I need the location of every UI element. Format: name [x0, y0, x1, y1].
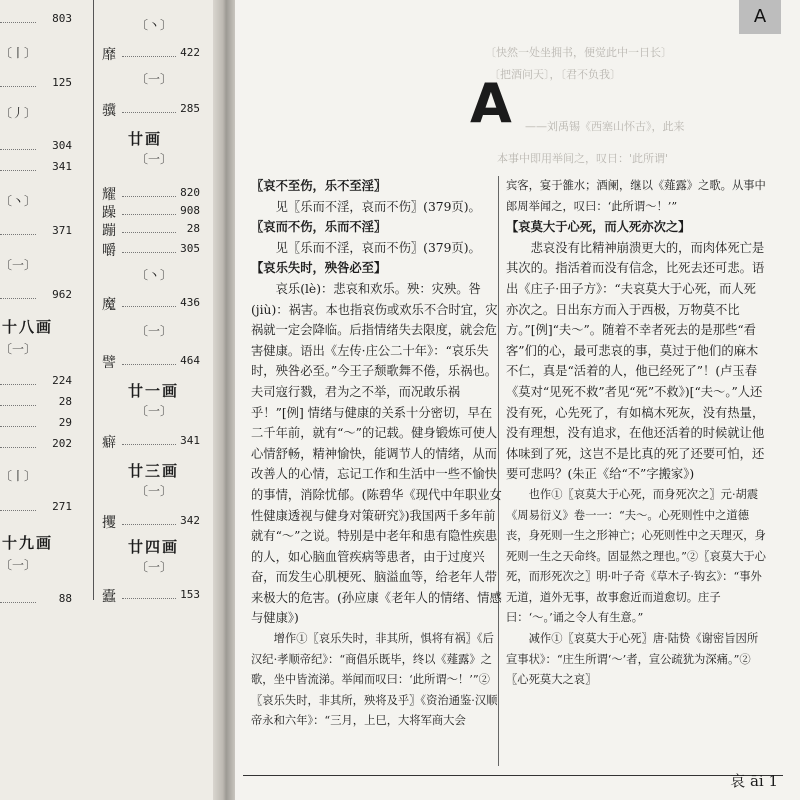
entry-body: 也作①〖哀莫大于心死，而身死次之〗元·胡震《周易衍义》卷一一：“夫～。心死则性中之道德丧，身死则一生之形神亡；心死则性中之天理灭，身死则一生之天命终。固显然之理也。”②〖哀莫大于心死，而形死次之〗明·叶子奇《草木子·钩玄》：“事外无道，道外无事，故事愈近而道愈切。庄子曰：‘～。’诵之令人有生意。”	[506, 487, 766, 625]
book-gutter	[213, 0, 235, 800]
bleed-through-text: 〔快然一处坐拥书，便觉此中一日长〕	[485, 46, 672, 59]
page-number: 436	[180, 296, 200, 309]
stroke-group-label: 〔一〕	[136, 72, 173, 86]
stroke-count-heading: 廿三画	[128, 462, 180, 480]
leader-dots	[0, 405, 36, 406]
entry-body: 增作①〖哀乐失时，非其所，惧将有祸〗《后汉纪·孝顺帝纪》：“商倡乐既毕，终以《薤露》之歌，坐中皆流涕。举闻而叹曰：‘此所谓～！’”②〖哀乐失时，非其所，殃将及乎〗《资治通鉴·汉顺帝永和六年》：“三月，上巳，大将军商大会	[251, 632, 498, 728]
index-character[interactable]: 骥	[102, 103, 116, 119]
page-number: 28	[58, 395, 72, 408]
index-character[interactable]: 嚼	[102, 243, 116, 259]
index-character[interactable]: 靡	[102, 47, 116, 63]
left-page-index	[0, 0, 213, 800]
entry-headword[interactable]: 【哀乐失时，殃咎必至】	[251, 260, 387, 276]
page-number: 285	[180, 102, 200, 115]
entry-body: 减作①〖哀莫大于心死〗唐·陆贽《谢密旨因所宣事状》：“庄生所谓‘～’者，宣公疏犹为深痛。”②〖心死莫大之哀〗	[506, 632, 759, 687]
page-number: 908	[180, 204, 200, 217]
leader-dots	[0, 22, 36, 23]
index-character[interactable]: 譬	[102, 355, 116, 371]
leader-dots	[0, 298, 36, 299]
page-number: 224	[52, 374, 72, 387]
page-number: 29	[58, 416, 72, 429]
entry-body: 见〖乐而不淫，哀而不伤〗(379页)。	[275, 240, 481, 255]
entry-body: 悲哀没有比精神崩溃更大的，而肉体死亡是其次的。指活着而没有信念，比死去还可悲。语出《庄子·田子方》：“夫哀莫大于心死，而人死亦次之。日出东方而入于西极，万物莫不比方。”[例]“夫～”。随着不幸者死去的是那些“看客”们的心，最可悲哀的事，莫过于他们的麻木不仁，真是“活着的人，他已经死了”！(卢玉春《莫对“见死不救”者见“死”不救》)[“夫～。”人还没有死，心先死了，有如槁木死灰，没有热量，没有理想，没有追求，在他还活着的时候就让他体味到了死，这岂不是比真的死了还要可怕，还要可悲吗？(朱正《给“不”字搬家》)	[506, 240, 765, 482]
right-page-dictionary	[235, 0, 800, 800]
stroke-count-heading: 廿画	[128, 130, 163, 148]
leader-dots	[0, 510, 36, 511]
page-number: 962	[52, 288, 72, 301]
leader-dots	[0, 602, 36, 603]
index-character[interactable]: 蠹	[102, 589, 116, 605]
index-character[interactable]: 耀	[102, 187, 116, 203]
page-number: 28	[186, 222, 200, 235]
index-character[interactable]: 躁	[102, 205, 116, 221]
stroke-group-label: 〔一〕	[136, 484, 173, 498]
index-character[interactable]: 癖	[102, 435, 116, 451]
page-number: 422	[180, 46, 200, 59]
leader-dots	[0, 384, 36, 385]
page-number: 341	[52, 160, 72, 173]
stroke-group-label: 〔一〕	[136, 560, 173, 574]
page-number: 125	[52, 76, 72, 89]
page-number: 342	[180, 514, 200, 527]
leader-dots	[0, 234, 36, 235]
stroke-group-label: 〔一〕	[136, 152, 173, 166]
thumb-index-tab: A	[739, 0, 781, 34]
dictionary-column-1	[251, 176, 504, 732]
leader-dots	[0, 426, 36, 427]
page-number: 820	[180, 186, 200, 199]
entry-headword[interactable]: 〖哀而不伤，乐而不淫〗	[251, 219, 387, 235]
page-number: 304	[52, 139, 72, 152]
page-number: 305	[180, 242, 200, 255]
page-number: 271	[52, 500, 72, 513]
index-character[interactable]: 魔	[102, 297, 116, 313]
entry-body: 宾客，宴于雒水；酒阑，继以《薤露》之歌。从事中郎周举闻之，叹曰：‘此所谓～！’”	[506, 179, 766, 213]
leader-dots	[0, 86, 36, 87]
entry-headword[interactable]: 【哀莫大于心死，而人死亦次之】	[506, 219, 691, 235]
bleed-through-text: 本事中即用举间之，叹日：'此所谓'	[497, 152, 669, 165]
stroke-group-label: 〔丶〕	[0, 194, 37, 208]
stroke-group-label: 〔丨〕	[0, 469, 37, 483]
stroke-group-label: 〔一〕	[0, 258, 37, 272]
index-character[interactable]: 攫	[102, 515, 116, 531]
section-letter: A	[470, 72, 512, 135]
stroke-count-heading: 十九画	[2, 534, 54, 552]
stroke-count-heading: 十八画	[2, 318, 54, 336]
page-number: 341	[180, 434, 200, 447]
page-number: 464	[180, 354, 200, 367]
entry-headword[interactable]: 〖哀不至伤，乐不至淫〗	[251, 178, 387, 193]
page-number: 371	[52, 224, 72, 237]
stroke-group-label: 〔丶〕	[136, 268, 173, 282]
leader-dots	[0, 170, 36, 171]
bleed-through-text: 〔把酒问天〕，〔君不负我〕	[489, 68, 621, 81]
page-number: 88	[58, 592, 72, 605]
dictionary-column-2	[506, 176, 768, 691]
leader-dots	[0, 149, 36, 150]
stroke-group-label: 〔丿〕	[0, 106, 37, 120]
stroke-group-label: 〔丨〕	[0, 46, 37, 60]
stroke-count-heading: 廿四画	[128, 538, 180, 556]
stroke-count-heading: 廿一画	[128, 382, 180, 400]
index-character[interactable]: 蹦	[102, 223, 116, 239]
stroke-group-label: 〔丶〕	[136, 18, 173, 32]
entry-body: 哀乐(lè)：悲哀和欢乐。殃：灾殃。咎(jiù)：祸害。本也指哀伤或欢乐不合时宜，灾祸就一定会降临。后指情绪失去限度，就会危害健康。语出《左传·庄公二十年》：“哀乐失时，殃咎必至。”今王子颓歌舞不倦，乐祸也。夫司寇行戮，君为之不举，而况敢乐祸乎！”[例] 情绪与健康的关系十分密切，早在二千年前，就有“～”的记载。健身锻炼可使人心情舒畅，精神愉快，能调节人的情绪，从而改善人的心情，忘记工作和生活中一些不愉快的事情，消除忧郁。(陈碧华《现代中年职业女性健康透视与健身对策研究》)我国两千多年前就有“～”之说。特别是中老年和患有隐性疾患的人，如心脑血管疾病等患者，由于过度兴奋，而发生心肌梗死、脑溢血等，给老年人带来极大的危害。(孙应康《老年人的情绪、情感与健康》)	[251, 281, 502, 626]
page-number: 202	[52, 437, 72, 450]
stroke-group-label: 〔一〕	[136, 404, 173, 418]
entry-body: 见〖乐而不淫，哀而不伤〗(379页)。	[275, 199, 481, 214]
leader-dots	[0, 447, 36, 448]
footer-rule	[243, 775, 783, 776]
bleed-through-text: ——刘禹锡《西塞山怀古》，此来	[525, 120, 685, 133]
column-divider	[93, 0, 94, 600]
stroke-group-label: 〔一〕	[0, 342, 37, 356]
stroke-group-label: 〔一〕	[136, 324, 173, 338]
page-footer: 哀 āi 1	[730, 772, 778, 790]
page-number: 153	[180, 588, 200, 601]
stroke-group-label: 〔一〕	[0, 558, 37, 572]
page-number: 803	[52, 12, 72, 25]
